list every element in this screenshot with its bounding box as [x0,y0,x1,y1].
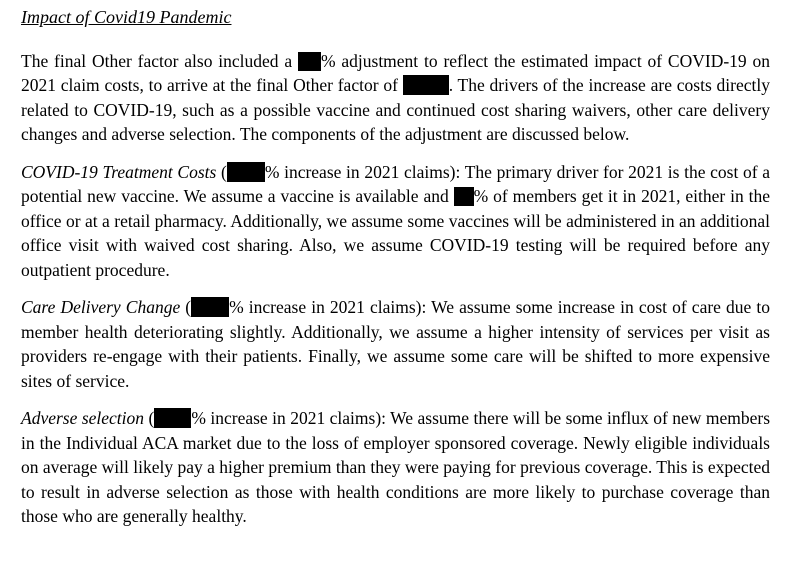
paragraph-text: % increase in 2021 claims): The primary driver for 2021 is the cost of a potential new vaccine. We assume a vaccine is available and [21,161,771,206]
paragraph-text: ( [216,161,227,182]
redaction-box [227,162,265,182]
redaction-box [298,52,321,71]
paragraph-text: ( [144,408,155,428]
paragraph-lead: Adverse selection [21,408,145,428]
paragraph-lead: COVID-19 Treatment Costs [21,161,217,182]
paragraph-text: The final Other factor also included a [21,50,298,71]
adverse-selection-paragraph [21,406,770,529]
paragraph-text: . The drivers of the increase are costs directly related to COVID-19, such as a possible vaccine and continued cost sharing waivers, other care delivery changes and adverse selection. The components of the adjustment are discussed below. [21,75,770,144]
paragraph-text: % increase in 2021 claims): We assume some increase in cost of care due to member health deteriorating slightly. Additionally, we assume a higher intensity of services per visit as providers re-engage with their patients. Finally, we assume some care will be shifted to more expensive sites of service. [21,297,770,391]
redaction-box [191,297,229,317]
paragraph-text: ( [180,297,192,317]
document-title: Impact of Covid19 Pandemic [21,7,232,27]
care-delivery-change-paragraph [21,295,770,393]
paragraph-text: % of members get it in 2021, either in the office or at a retail pharmacy. Additionally, we assume some vaccines will be administered in an additional office visit with waived cost sharing. Also, we assume COVID-19 testing will be required before any outpatient procedure. [21,186,770,280]
paragraph-lead: Care Delivery Change [21,297,181,317]
paragraph-text: % increase in 2021 claims): We assume there will be some influx of new members in the Individual ACA market due to the loss of employer sponsored coverage. Newly eligible individuals on average will likely pay a higher premium than they were paying for previous coverage. This is expected to result in adverse selection as those with health conditions are more likely to purchase coverage than those who are generally healthy. [21,408,771,526]
document-body [21,49,770,529]
redaction-box [154,408,191,428]
final-other-factor-paragraph [21,49,770,147]
paragraph-text: % adjustment to reflect the estimated impact of COVID-19 on 2021 claim costs, to arrive at the final Other factor of [21,50,771,95]
covid19-treatment-costs-paragraph [21,160,770,283]
redaction-box [454,187,474,206]
redaction-box [403,75,449,95]
